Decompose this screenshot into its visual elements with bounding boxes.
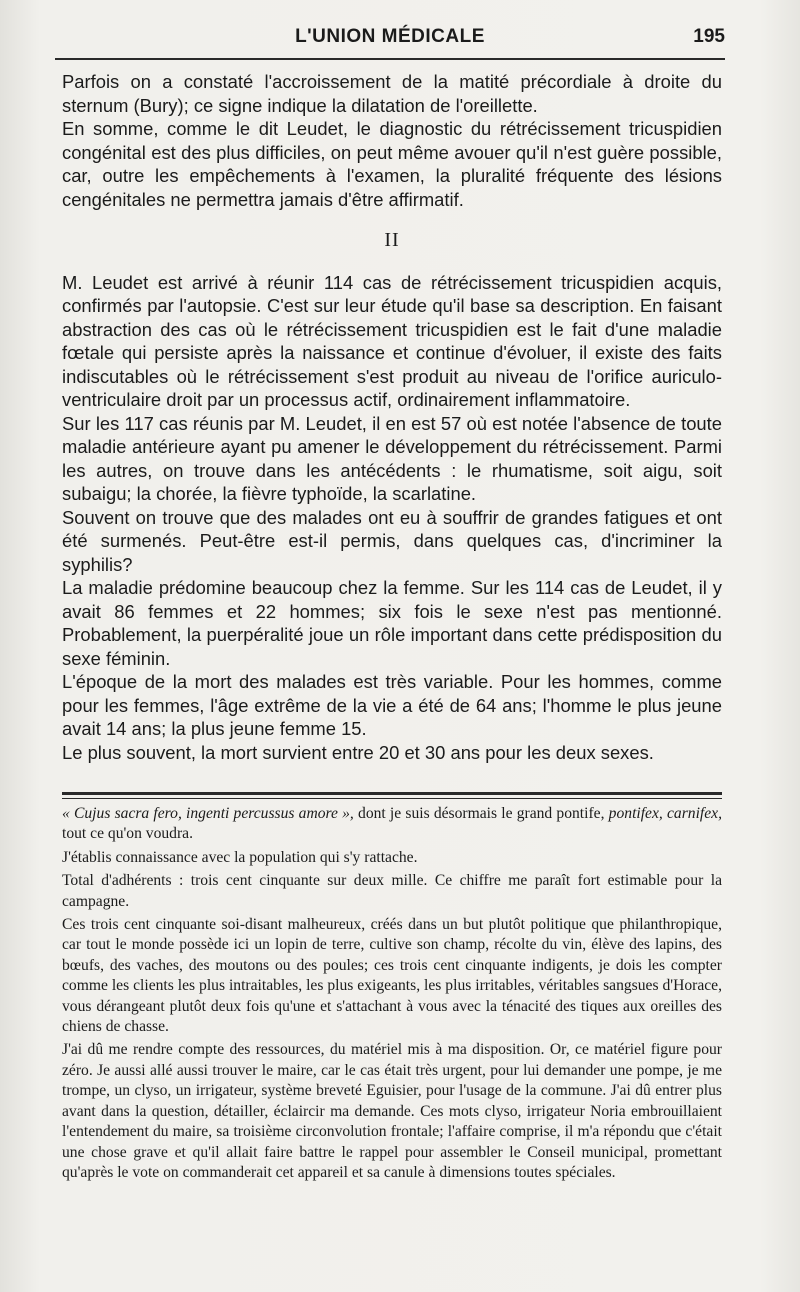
latin-quote: « Cujus sacra fero, ingenti percussus amore », [62, 805, 354, 822]
footnote-paragraph: Ces trois cent cinquante soi-disant malheureux, créés dans un but plutôt politique que philanthropique, car tout le monde possède ici un lopin de terre, cultive son champ, récolte du vin, élève des lapins, des bœufs, des vaches, des moutons ou des poules; ces trois cent cinquante indigents, je dois les compter comme les clients les plus intraitables, les plus exigeants, les plus irritables, véritables sangsues d'Horace, vous dérangeant plutôt deux fois qu'une et s'attachant à vous avec la ténacité des tiques aux oreilles des chiens de chasse. [62, 916, 722, 1036]
running-title: L'UNION MÉDICALE [295, 26, 485, 47]
latin-words: pontifex, carnifex, [608, 805, 722, 822]
paragraph: Souvent on trouve que des malades ont eu à souffrir de grandes fatigues et ont été surmenés. Peut-être est-il permis, dans quelques cas, d'incriminer la syphilis? [62, 506, 722, 575]
page-header [55, 20, 725, 60]
header-rule [55, 58, 725, 60]
paragraph: Sur les 117 cas réunis par M. Leudet, il en est 57 où est notée l'absence de toute maladie antérieure ayant pu amener le développement du rétrécissement. Parmi les autres, on trouve dans les antécédents : le rhumatisme, soit aigu, soit subaigu; la chorée, la fièvre typhoïde, la scarlatine. [62, 412, 722, 504]
footnote-paragraph: J'ai dû me rendre compte des ressources, du matériel mis à ma disposition. Or, ce matériel figure pour zéro. Je aussi allé aussi trouver le maire, car le cas était très urgent, pour lui demander une pompe, je me trompe, un clyso, un irrigateur, système breveté Eguisier, pour l'usage de la commune. J'ai dû entrer plus avant dans la question, détailler, éclaircir ma demande. Ces mots clyso, irrigateur Noria embrouillaient l'entendement du maire, sa troisième circonvolution frontale; l'affaire comprise, il m'a répondu que c'était une chose grave et qu'il allait faire battre le rappel pour assembler le Conseil municipal, promettant qu'après le vote on commanderait cet appareil et sa canule à dimensions toutes spéciales. [62, 1041, 722, 1181]
paragraph: L'époque de la mort des malades est très variable. Pour les hommes, comme pour les femmes, l'âge extrême de la vie a été de 64 ans; l'homme le plus jeune avait 14 ans; la plus jeune femme 15. [62, 671, 722, 739]
paragraph: M. Leudet est arrivé à réunir 114 cas de rétrécissement tricuspidien acquis, confirmés par l'autopsie. C'est sur leur étude qu'il base sa description. En faisant abstraction des cas où le rétrécissement tricuspidien est le fait d'une maladie fœtale qui persiste après la naissance et continue d'évoluer, il existe des faits indiscutables où le rétrécissement s'est produit au niveau de l'orifice auriculo-ventriculaire droit par un processus actif, ordinairement inflammatoire. [62, 271, 722, 410]
footnotes [62, 804, 722, 1186]
paragraph: En somme, comme le dit Leudet, le diagnostic du rétrécissement tricuspidien congénital est des plus difficiles, on peut même avouer qu'il n'est guère possible, car, outre les empêchements à l'examen, la pluralité fréquente des lésions cengénitales ne permettra jamais d'être affirmatif. [62, 118, 722, 210]
footnote-paragraph: J'établis connaissance avec la population qui s'y rattache. [62, 848, 418, 866]
main-text [62, 70, 722, 764]
footnote-rule-thin [62, 798, 722, 799]
paragraph: Le plus souvent, la mort survient entre 20 et 30 ans pour les deux sexes. [62, 741, 654, 763]
latin-continuation: tout ce qu'on voudra. [62, 825, 193, 843]
footnote-quote-line [62, 804, 722, 845]
footnote-paragraph: Total d'adhérents : trois cent cinquante sur deux mille. Ce chiffre me paraît fort estimable pour la campagne. [62, 872, 722, 910]
paragraph: La maladie prédomine beaucoup chez la femme. Sur les 114 cas de Leudet, il y avait 86 femmes et 22 hommes; six fois le sexe n'est pas mentionné. Probablement, la puerpéralité joue un rôle important dans cette prédisposition du sexe féminin. [62, 577, 722, 669]
paragraph: Parfois on a constaté l'accroissement de la matité précordiale à droite du sternum (Bury); ce signe indique la dilatation de l'oreillette. [62, 71, 722, 116]
footnote-rule [62, 792, 722, 795]
quote-continuation: dont je suis désormais le grand pontife, [353, 805, 605, 822]
section-heading: II [384, 229, 400, 251]
page-number: 195 [693, 26, 725, 47]
